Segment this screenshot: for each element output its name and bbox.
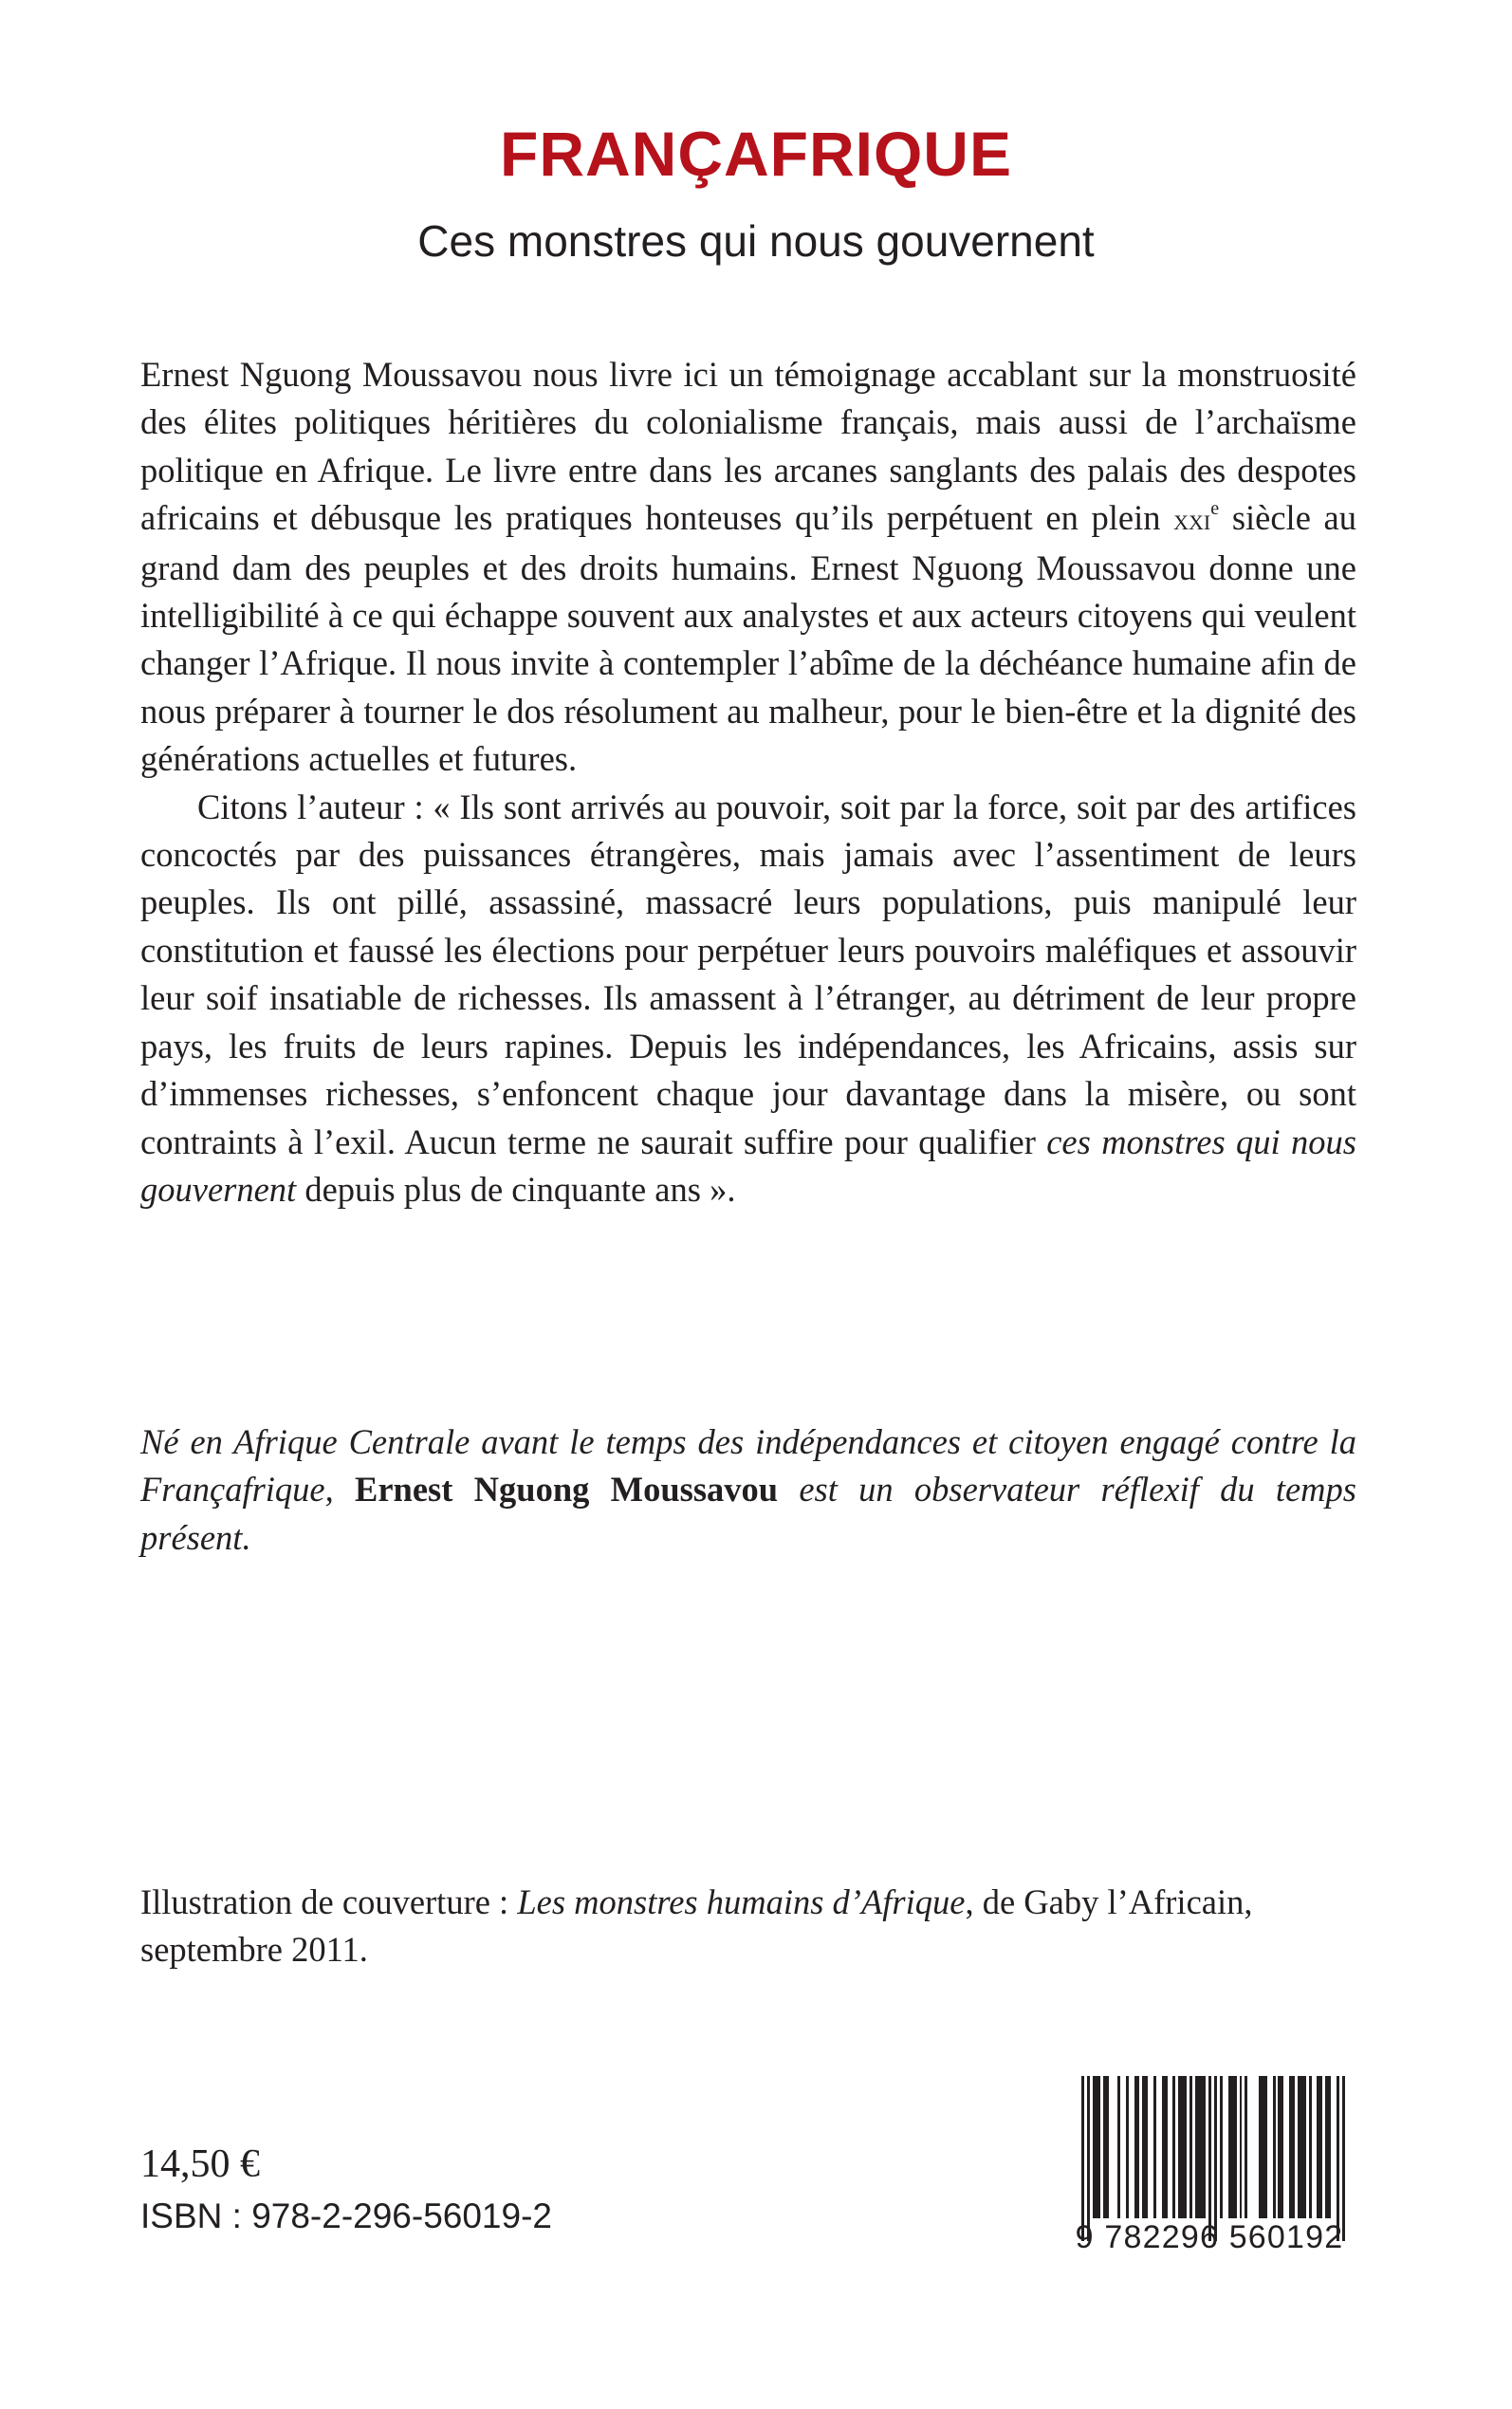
barcode-bar xyxy=(1342,2076,1345,2241)
cover-illustration-credit xyxy=(140,1879,1356,1974)
credit-rest: , de Gaby l’Africain, septembre 2011. xyxy=(140,1882,1253,1970)
blurb-paragraph-2 xyxy=(140,784,1356,1214)
price: 14,50 € xyxy=(140,2142,260,2186)
bio-before: Né en Afrique Centrale avant le temps des indépendances et citoyen engagé contre la Françafrique, xyxy=(140,1422,1356,1510)
author-bio-text xyxy=(140,1418,1356,1562)
isbn-barcode xyxy=(1064,2076,1355,2260)
bio-after: est un observateur réflexif du temps présent. xyxy=(140,1470,1356,1557)
credit-work-title: Les monstres humains d’Afrique xyxy=(517,1882,966,1921)
barcode-digits: 9 782296 560192 xyxy=(1075,2219,1344,2255)
blurb-p2-italic: ces monstres qui nous gouvernent xyxy=(140,1121,1356,1209)
book-title: FRANÇAFRIQUE xyxy=(500,119,1012,189)
blurb-century: xxi xyxy=(1173,503,1211,537)
author-bio xyxy=(140,1418,1356,1562)
blurb-p2-part-b: depuis plus de cinquante ans ». xyxy=(296,1169,736,1209)
credit-text xyxy=(140,1879,1356,1974)
credit-label: Illustration de couverture : xyxy=(140,1882,518,1921)
blurb-p1-part-a: Ernest Nguong Moussavou nous livre ici un témoignage accablant sur la monstruosité des élites politiques héritières du colonialisme français, mais aussi de l’archaïsme politique en Afrique. Le livre entre dans les arcanes sanglants des palais des despotes africains et débusque les pratiques honteuses qu’ils perpétuent en plein xyxy=(140,355,1356,538)
blurb-p2-part-a: Citons l’auteur : « Ils sont arrivés au pouvoir, soit par la force, soit par des artifices concoctés par des puissances étrangères, mais jamais avec l’assentiment de leurs peuples. Ils ont pillé, assassiné, massacré leurs populations, puis manipulé leur constitution et faussé les élections pour perpétuer leurs pouvoirs maléfiques et assouvir leur soif insatiable de richesses. Ils amassent à l’étranger, au détriment de leur propre pays, les fruits de leurs rapines. Depuis les indépendances, les Africains, assis sur d’immenses richesses, s’enfoncent chaque jour davantage dans la misère, ou sont contraints à l’exil. Aucun terme ne saurait suffire pour qualifier xyxy=(140,787,1356,1161)
blurb-paragraph-1 xyxy=(140,351,1356,784)
book-subtitle: Ces monstres qui nous gouvernent xyxy=(417,216,1095,266)
blurb-p1-part-b: siècle au grand dam des peuples et des droits humains. Ernest Nguong Moussavou donne une intelligibilité à ce qui échappe souvent aux analystes et aux acteurs citoyens qui veulent changer l’Afrique. Il nous invite à contempler l’abîme de la déchéance humaine afin de nous préparer à tourner le dos résolument au malheur, pour le bien-être et la dignité des générations actuelles et futures. xyxy=(140,498,1356,779)
blurb xyxy=(140,351,1356,1214)
isbn: ISBN : 978-2-296-56019-2 xyxy=(140,2196,552,2235)
barcode-bars xyxy=(1064,2076,1355,2228)
author-name: Ernest Nguong Moussavou xyxy=(355,1470,779,1510)
blurb-century-sup: e xyxy=(1210,498,1220,520)
